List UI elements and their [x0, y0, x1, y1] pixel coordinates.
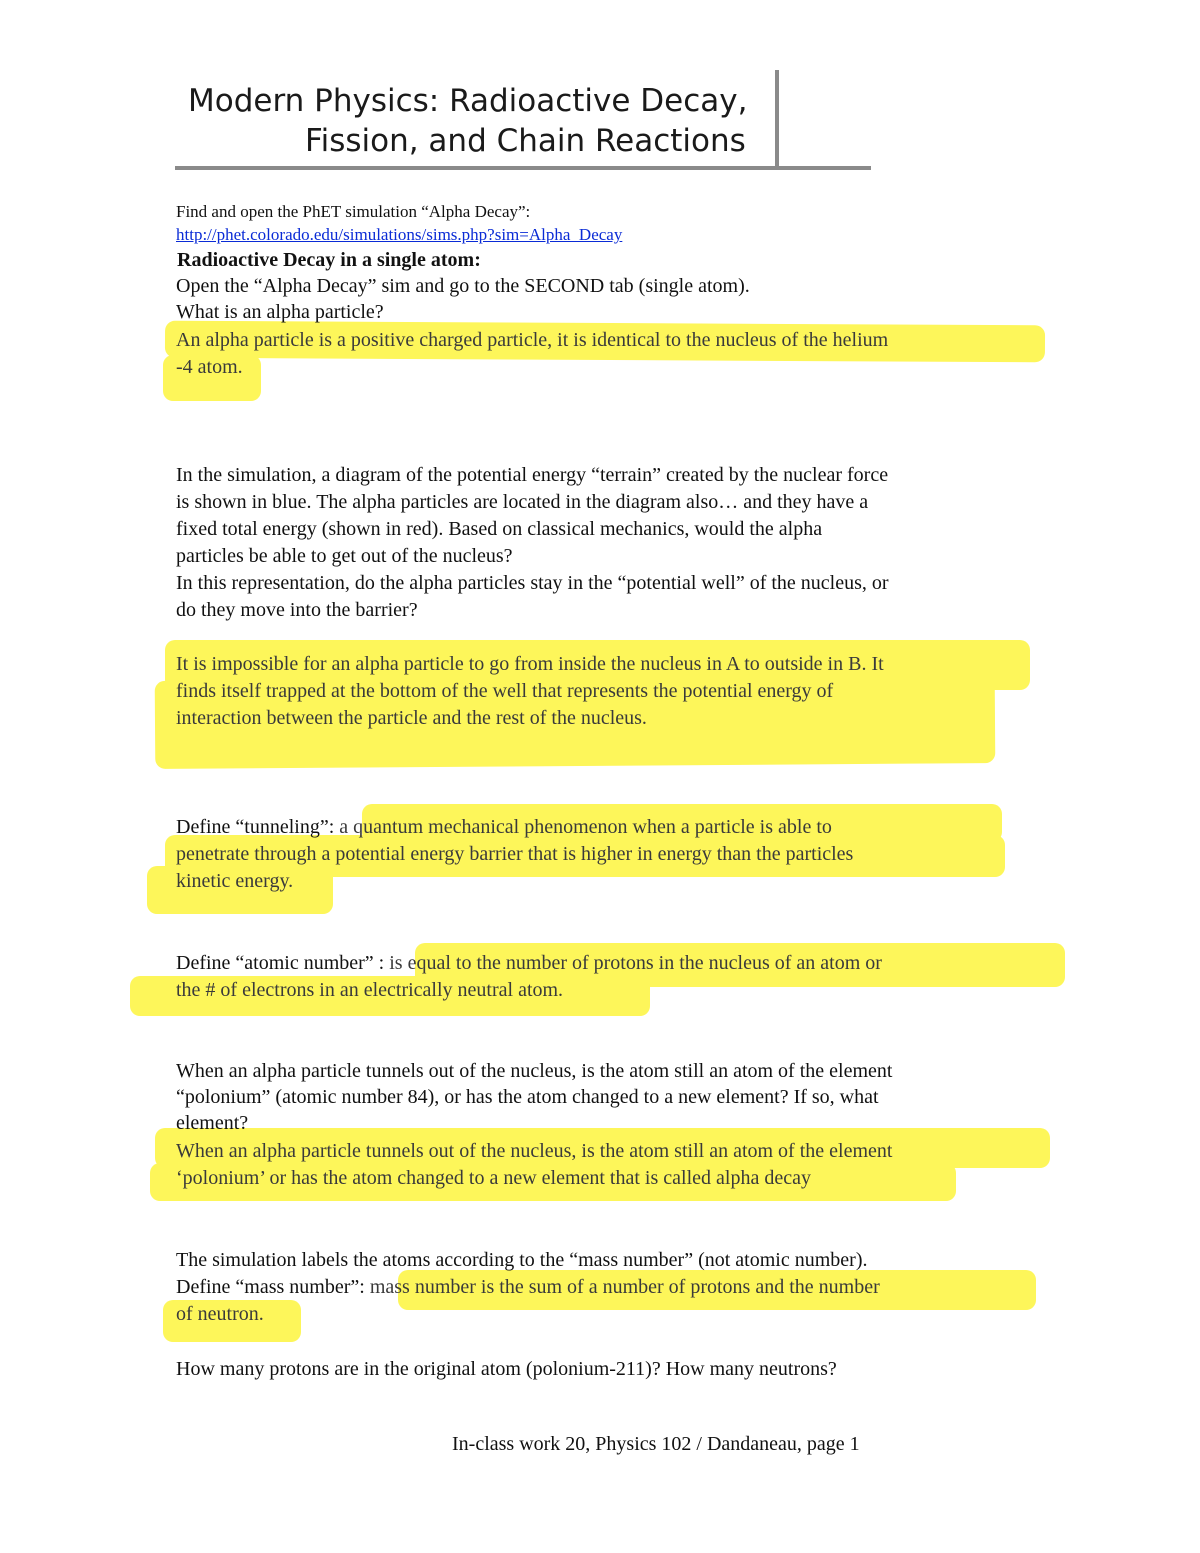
- atomic-number-answer-line: the # of electrons in an electrically neutral atom.: [176, 979, 564, 1001]
- question-line: is shown in blue. The alpha particles are located in the diagram also… and they have a: [176, 491, 869, 513]
- question-line: particles be able to get out of the nucleus?: [176, 545, 513, 567]
- header-vertical-rule: [775, 70, 779, 170]
- mass-number-intro: The simulation labels the atoms according to the “mass number” (not atomic number).: [176, 1249, 868, 1271]
- question-line: In this representation, do the alpha particles stay in the “potential well” of the nucleus, or: [176, 572, 889, 594]
- answer-alpha-particle-line: An alpha particle is a positive charged particle, it is identical to the nucleus of the helium: [176, 329, 889, 351]
- atomic-number-row: [176, 950, 882, 977]
- mass-number-answer-line: of neutron.: [176, 1303, 264, 1325]
- mass-number-row: [176, 1274, 880, 1301]
- tunneling-answer-line: kinetic energy.: [176, 870, 294, 892]
- question-line: When an alpha particle tunnels out of the nucleus, is the atom still an atom of the element: [176, 1060, 893, 1082]
- answer-alpha-particle-line: -4 atom.: [176, 356, 243, 378]
- atomic-number-prompt: Define “atomic number” :: [176, 952, 385, 974]
- tunneling-row: [176, 814, 832, 841]
- question-line: element?: [176, 1112, 249, 1134]
- tunneling-answer-line: penetrate through a potential energy barrier that is higher in energy than the particles: [176, 843, 854, 865]
- question-line: “polonium” (atomic number 84), or has the atom changed to a new element? If so, what: [176, 1086, 879, 1108]
- title-line-2: Fission, and Chain Reactions: [305, 123, 746, 159]
- question-line: In the simulation, a diagram of the potential energy “terrain” created by the nuclear force: [176, 464, 889, 486]
- tunneling-prompt: Define “tunneling”:: [176, 816, 335, 838]
- answer-line: It is impossible for an alpha particle to go from inside the nucleus in A to outside in B. It: [176, 653, 884, 675]
- header-horizontal-rule: [175, 166, 871, 170]
- instruction-text: Open the “Alpha Decay” sim and go to the SECOND tab (single atom).: [176, 275, 750, 297]
- page-footer: In-class work 20, Physics 102 / Dandaneau, page 1: [452, 1433, 860, 1455]
- mass-number-answer: mass number is the sum of a number of protons and the number: [369, 1276, 880, 1298]
- find-sim-text: Find and open the PhET simulation “Alpha Decay”:: [176, 202, 531, 221]
- mass-number-prompt: Define “mass number”:: [176, 1276, 365, 1298]
- sim-link[interactable]: http://phet.colorado.edu/simulations/sims.php?sim=Alpha_Decay: [176, 225, 623, 244]
- question-line: fixed total energy (shown in red). Based on classical mechanics, would the alpha: [176, 518, 823, 540]
- answer-line: When an alpha particle tunnels out of the nucleus, is the atom still an atom of the element: [176, 1140, 893, 1162]
- question-alpha-particle: What is an alpha particle?: [176, 301, 384, 323]
- protons-question: How many protons are in the original atom (polonium-211)? How many neutrons?: [176, 1358, 837, 1380]
- answer-line: finds itself trapped at the bottom of the well that represents the potential energy of: [176, 680, 834, 702]
- title-line-1: Modern Physics: Radioactive Decay,: [188, 83, 748, 119]
- tunneling-answer: a quantum mechanical phenomenon when a particle is able to: [339, 816, 832, 838]
- question-line: do they move into the barrier?: [176, 599, 418, 621]
- answer-line: ‘polonium’ or has the atom changed to a new element that is called alpha decay: [176, 1167, 811, 1189]
- section-heading-single-atom: Radioactive Decay in a single atom:: [177, 249, 481, 271]
- answer-line: interaction between the particle and the rest of the nucleus.: [176, 707, 647, 729]
- atomic-number-answer: is equal to the number of protons in the nucleus of an atom or: [389, 952, 882, 974]
